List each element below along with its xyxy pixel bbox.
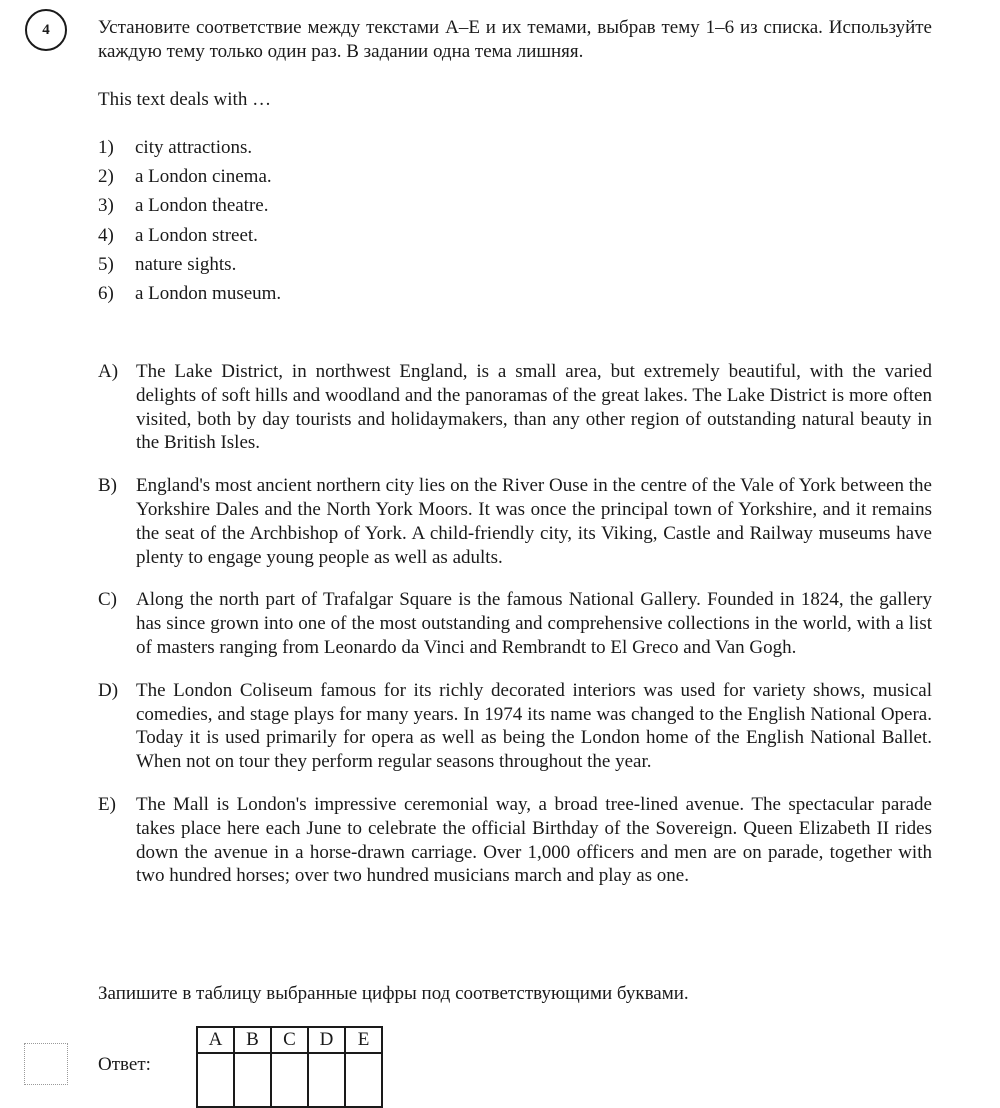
topic-text: city attractions. [135, 137, 253, 158]
topic-text: a London museum. [135, 282, 282, 304]
topic-number: 5) [98, 253, 114, 275]
answer-cell-d[interactable] [308, 1053, 345, 1107]
topic-item [98, 136, 281, 165]
topic-list [98, 136, 281, 311]
topics-lead: This text deals with … [98, 89, 272, 110]
topic-item [98, 224, 281, 253]
answer-input-row [197, 1053, 382, 1107]
answer-table [196, 1026, 383, 1108]
task-number: 4 [42, 21, 50, 38]
topic-number: 6) [98, 282, 114, 304]
topic-text: a London street. [135, 224, 258, 246]
text-body: The London Coliseum famous for its richly decorated interiors was used for variety shows, musical comedies, and stage plays for many years. In 1974 its name was changed to the English National Opera. Today it is used primarily for opera as well as being the London home of the English National Ballet. When not on tour they perform regular seasons throughout the year. [136, 679, 932, 773]
topic-number: 3) [98, 195, 114, 217]
text-body: The Mall is London's impressive ceremonial way, a broad tree-lined avenue. The spectacular parade takes place here each June to celebrate the official Birthday of the Sovereign. Queen Elizabeth II rides down the avenue in a horse-drawn carriage. Over 1,000 officers and men are on parade, together with two hundred horses; over two hundred musicians march and play as one. [136, 793, 932, 887]
answer-column-d: D [308, 1027, 345, 1053]
text-list [98, 360, 932, 888]
text-item-b [98, 474, 932, 569]
text-item-a [98, 360, 932, 455]
text-body: The Lake District, in northwest England, is a small area, but extremely beautiful, with the varied delights of soft hills and woodland and the panoramas of the great lakes. The Lake District is more often visited, both by day tourists and holidaymakers, than any other region of outstanding natural beauty in the British Isles. [136, 361, 932, 454]
topic-number: 4) [98, 224, 114, 246]
answer-column-c: C [271, 1027, 308, 1053]
text-letter: C) [98, 589, 117, 611]
text-letter: B) [98, 475, 117, 497]
score-box [24, 1043, 68, 1085]
topic-number: 1) [98, 137, 114, 158]
topic-item [98, 165, 281, 194]
text-letter: D) [98, 679, 119, 701]
answer-instruction: Запишите в таблицу выбранные цифры под соответствующими буквами. [98, 983, 689, 1004]
answer-cell-e[interactable] [345, 1053, 382, 1107]
text-letter: A) [98, 361, 119, 382]
answer-cell-a[interactable] [197, 1053, 234, 1107]
answer-column-a: A [197, 1027, 234, 1053]
topic-text: a London theatre. [135, 195, 269, 217]
text-item-d [98, 679, 932, 774]
text-item-e [98, 793, 932, 888]
answer-header-row [197, 1027, 382, 1053]
answer-column-e: E [345, 1027, 382, 1053]
text-letter: E) [98, 793, 116, 815]
text-body: Along the north part of Trafalgar Square is the famous National Gallery. Founded in 1824, the gallery has since grown into one of the most outstanding and comprehensive collections in the world, with a list of masters ranging from Leonardo da Vinci and Rembrandt to El Greco and Van Gogh. [136, 589, 932, 658]
topic-number: 2) [98, 166, 114, 188]
text-item-c [98, 588, 932, 659]
task-instruction: Установите соответствие между текстами А–Е и их темами, выбрав тему 1–6 из списка. Используйте каждую тему только один раз. В задании одна тема лишняя. [98, 17, 932, 62]
topic-text: nature sights. [135, 253, 237, 275]
text-body: England's most ancient northern city lies on the River Ouse in the centre of the Vale of York between the Yorkshire Dales and the North York Moors. It was once the principal town of Yorkshire, and it remains the seat of the Archbishop of York. A child-friendly city, its Viking, Castle and Railway museums have plenty to engage young people as well as adults. [136, 475, 932, 568]
topic-item [98, 253, 281, 282]
answer-label: Ответ: [98, 1054, 151, 1075]
topic-item [98, 194, 281, 223]
topic-text: a London cinema. [135, 166, 272, 188]
task-number-badge [25, 9, 67, 51]
answer-cell-c[interactable] [271, 1053, 308, 1107]
answer-column-b: B [234, 1027, 271, 1053]
answer-cell-b[interactable] [234, 1053, 271, 1107]
topic-item [98, 282, 281, 311]
